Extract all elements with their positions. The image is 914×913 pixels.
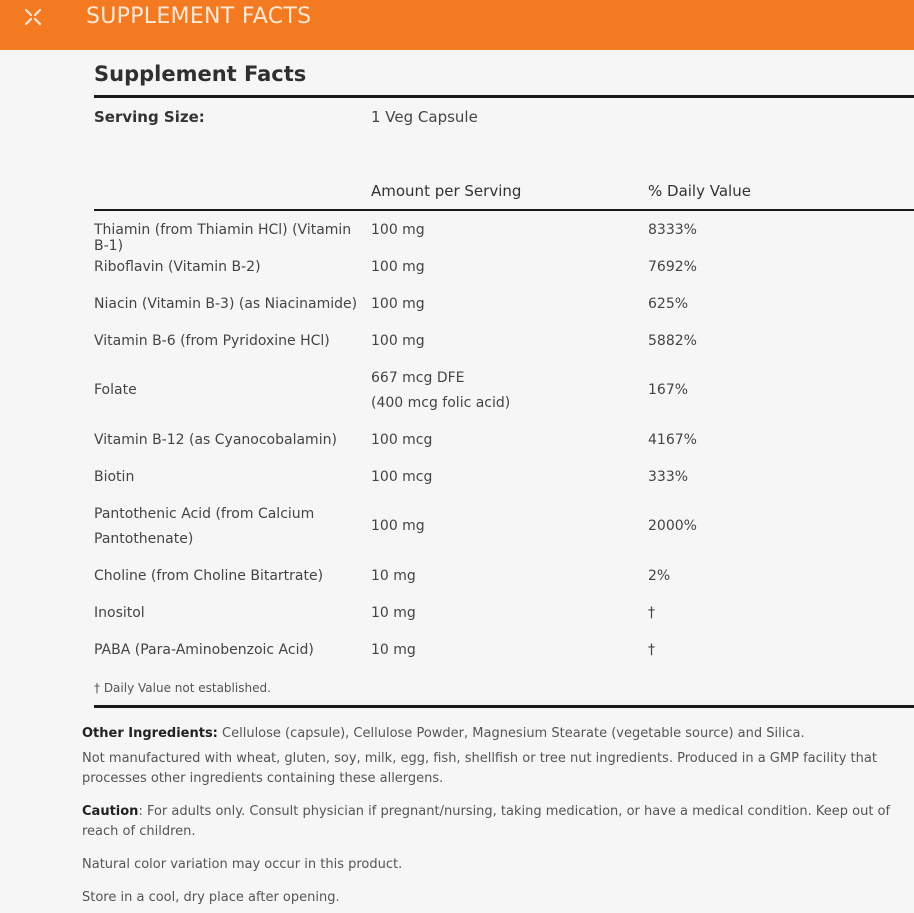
nutrient-name: Vitamin B-6 (from Pyridoxine HCl): [94, 333, 330, 349]
nutrient-name-cont: Pantothenate): [94, 531, 194, 547]
facts-title: Supplement Facts: [94, 62, 307, 86]
nutrient-dv: 333%: [648, 469, 689, 485]
other-ingredients: [82, 724, 908, 744]
header-rule: [94, 209, 914, 211]
other-ingredients-text: Cellulose (capsule), Cellulose Powder, Magnesium Stearate (vegetable source) and Silica.: [222, 726, 805, 741]
nutrient-dv: 4167%: [648, 432, 697, 448]
nutrient-name: Biotin: [94, 469, 135, 485]
nutrient-amount: 100 mg: [371, 296, 425, 312]
page-title: SUPPLEMENT FACTS: [86, 4, 312, 29]
nutrient-amount: 100 mg: [371, 333, 425, 349]
close-icon[interactable]: [22, 6, 44, 28]
dv-footnote: † Daily Value not established.: [94, 681, 271, 695]
nutrient-amount: 100 mcg: [371, 432, 433, 448]
nutrient-dv: 5882%: [648, 333, 697, 349]
serving-size-label: Serving Size:: [94, 108, 205, 126]
nutrient-dv: †: [648, 642, 655, 658]
nutrient-amount: 10 mg: [371, 642, 416, 658]
allergen-statement: Not manufactured with wheat, gluten, soy, milk, egg, fish, shellfish or tree nut ingredients. Produced in a GMP facility that processes other ingredients containing these allergens.: [82, 751, 877, 786]
nutrient-amount: 10 mg: [371, 605, 416, 621]
col-dv-header: % Daily Value: [648, 182, 751, 200]
nutrient-dv: 167%: [648, 382, 689, 398]
nutrient-amount: 100 mcg: [371, 469, 433, 485]
nutrient-dv: 2%: [648, 568, 671, 584]
serving-size-value: 1 Veg Capsule: [371, 108, 478, 126]
nutrient-amount: 100 mg: [371, 222, 425, 238]
nutrient-amount: 667 mcg DFE: [371, 370, 465, 386]
storage-note: Store in a cool, dry place after opening.: [82, 890, 340, 905]
col-amount-header: Amount per Serving: [371, 182, 522, 200]
header-bar: [0, 0, 914, 50]
other-ingredients-label: Other Ingredients:: [82, 726, 218, 741]
nutrient-name: Riboflavin (Vitamin B-2): [94, 259, 261, 275]
bottom-rule: [94, 705, 914, 708]
nutrient-dv: 2000%: [648, 518, 697, 534]
nutrient-name: Vitamin B-12 (as Cyanocobalamin): [94, 432, 337, 448]
nutrient-name: PABA (Para-Aminobenzoic Acid): [94, 642, 314, 658]
caution-text: : For adults only. Consult physician if pregnant/nursing, taking medication, or have a medical condition. Keep out of reach of children.: [82, 804, 891, 839]
caution-label: Caution: [82, 804, 139, 819]
nutrient-name: Pantothenic Acid (from Calcium: [94, 506, 315, 522]
nutrient-name: Folate: [94, 382, 137, 398]
color-variation-note: Natural color variation may occur in this product.: [82, 857, 403, 872]
nutrient-amount: 100 mg: [371, 259, 425, 275]
nutrient-name: Niacin (Vitamin B-3) (as Niacinamide): [94, 296, 358, 312]
nutrient-dv: †: [648, 605, 655, 621]
nutrient-dv: 8333%: [648, 222, 697, 238]
nutrient-amount: 10 mg: [371, 568, 416, 584]
nutrient-amount: 100 mg: [371, 518, 425, 534]
nutrient-name: Thiamin (from Thiamin HCl) (Vitamin B-1): [94, 222, 352, 254]
nutrient-name: Choline (from Choline Bitartrate): [94, 568, 324, 584]
caution: [82, 802, 908, 842]
nutrient-dv: 7692%: [648, 259, 697, 275]
title-rule: [94, 95, 914, 98]
nutrient-name: Inositol: [94, 605, 145, 621]
nutrient-dv: 625%: [648, 296, 689, 312]
nutrient-amount-detail: (400 mcg folic acid): [371, 395, 511, 411]
